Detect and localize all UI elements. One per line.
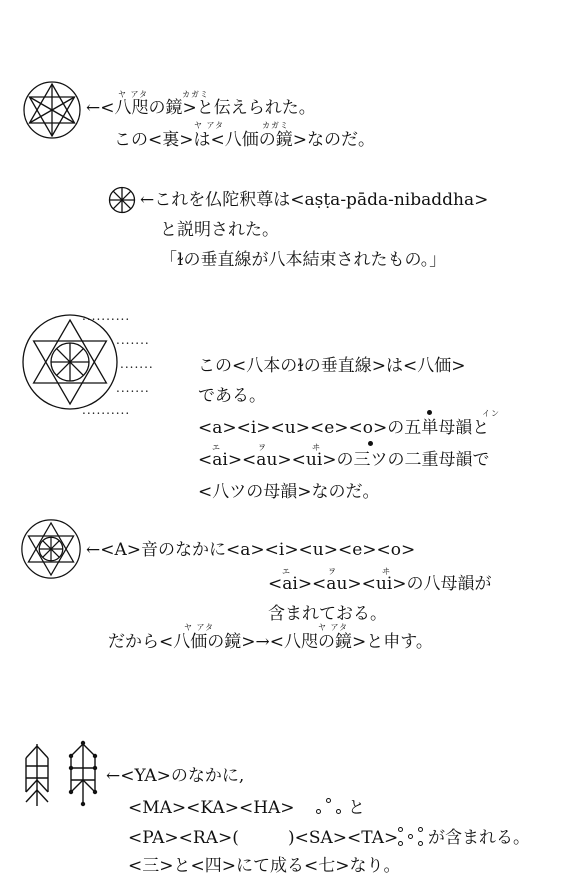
leader-dots: ....... bbox=[120, 357, 154, 371]
ya-glyph-icon bbox=[24, 742, 50, 808]
leader-dots: ....... bbox=[116, 381, 150, 395]
section4-line3: 含まれておる。 bbox=[268, 604, 387, 624]
ruby-yata: ヤ アタ bbox=[194, 121, 224, 130]
ruby-yata: ヤ アタ bbox=[318, 623, 348, 632]
section5-line3-tail: が含まれる。 bbox=[428, 828, 530, 848]
section4-line1: ←<A>音のなかに<a><i><u><e><o> bbox=[86, 540, 416, 560]
leader-dots: .......... bbox=[82, 309, 131, 323]
ruby-e: エ bbox=[282, 567, 291, 576]
section5-line2-tail: と bbox=[348, 798, 365, 818]
ruby-kagami: カガミ bbox=[182, 90, 209, 99]
section5-line3-b: )<SA><TA> bbox=[288, 828, 399, 848]
ruby-wi: ヰ bbox=[382, 567, 391, 576]
ruby-kagami: カガミ bbox=[262, 121, 289, 130]
emphasis-dot bbox=[368, 441, 373, 446]
section1-line2: この<裏>は<八価の鏡>なのだ。 bbox=[114, 130, 375, 150]
hexagram-circle-icon bbox=[22, 80, 82, 140]
ruby-wo: ヲ bbox=[258, 443, 267, 452]
small-ring bbox=[408, 834, 413, 839]
ruby-wi: ヰ bbox=[312, 443, 321, 452]
section5-line2: <MA><KA><HA> bbox=[128, 798, 295, 818]
eight-spoke-wheel-icon bbox=[108, 186, 136, 214]
section5-line1: ←<YA>のなかに, bbox=[106, 766, 245, 786]
section3-line4: <ai><au><ui>の三ツの二重母韻で bbox=[198, 450, 490, 470]
section2-line2: と説明された。 bbox=[160, 220, 279, 240]
ya-glyph-icon bbox=[68, 740, 98, 806]
small-ring bbox=[418, 827, 423, 832]
ruby-yata: ヤ アタ bbox=[118, 90, 148, 99]
section5-line4: <三>と<四>にて成る<七>なり。 bbox=[128, 856, 401, 876]
small-ring bbox=[418, 841, 423, 846]
ruby-e: エ bbox=[212, 443, 221, 452]
ruby-in: イン bbox=[482, 409, 500, 418]
small-ring bbox=[398, 841, 403, 846]
section3-line5: <八ツの母韻>なのだ。 bbox=[198, 482, 380, 502]
ruby-wo: ヲ bbox=[328, 567, 337, 576]
leader-dots: ....... bbox=[116, 333, 150, 347]
section1-line1: ←<八咫の鏡>と伝えられた。 bbox=[86, 98, 316, 118]
section3-line2: である。 bbox=[198, 386, 266, 406]
hexagram-wheel-icon bbox=[20, 312, 120, 412]
hexagram-wheel-icon bbox=[20, 518, 82, 580]
small-ring bbox=[326, 798, 331, 803]
section2-line1: ←これを仏陀釈尊は<aṣṭa-pāda-nibaddha> bbox=[140, 190, 489, 210]
small-ring bbox=[398, 827, 403, 832]
emphasis-dot bbox=[427, 410, 432, 415]
small-ring bbox=[316, 809, 321, 814]
ruby-yata: ヤ アタ bbox=[184, 623, 214, 632]
section5-line3-a: <PA><RA>( bbox=[128, 828, 239, 848]
leader-dots: .......... bbox=[82, 403, 131, 417]
section4-line2: <ai><au><ui>の八母韻が bbox=[268, 574, 492, 594]
section3-line3: <a><i><u><e><o>の五単母韻と bbox=[198, 418, 490, 438]
section3-line1: この<八本のɫの垂直線>は<八価> bbox=[198, 356, 466, 376]
section4-line4: だから<八価の鏡>→<八咫の鏡>と申す。 bbox=[108, 632, 433, 652]
small-ring bbox=[336, 809, 341, 814]
section2-line3: 「ɫの垂直線が八本結束されたもの。」 bbox=[160, 250, 447, 270]
